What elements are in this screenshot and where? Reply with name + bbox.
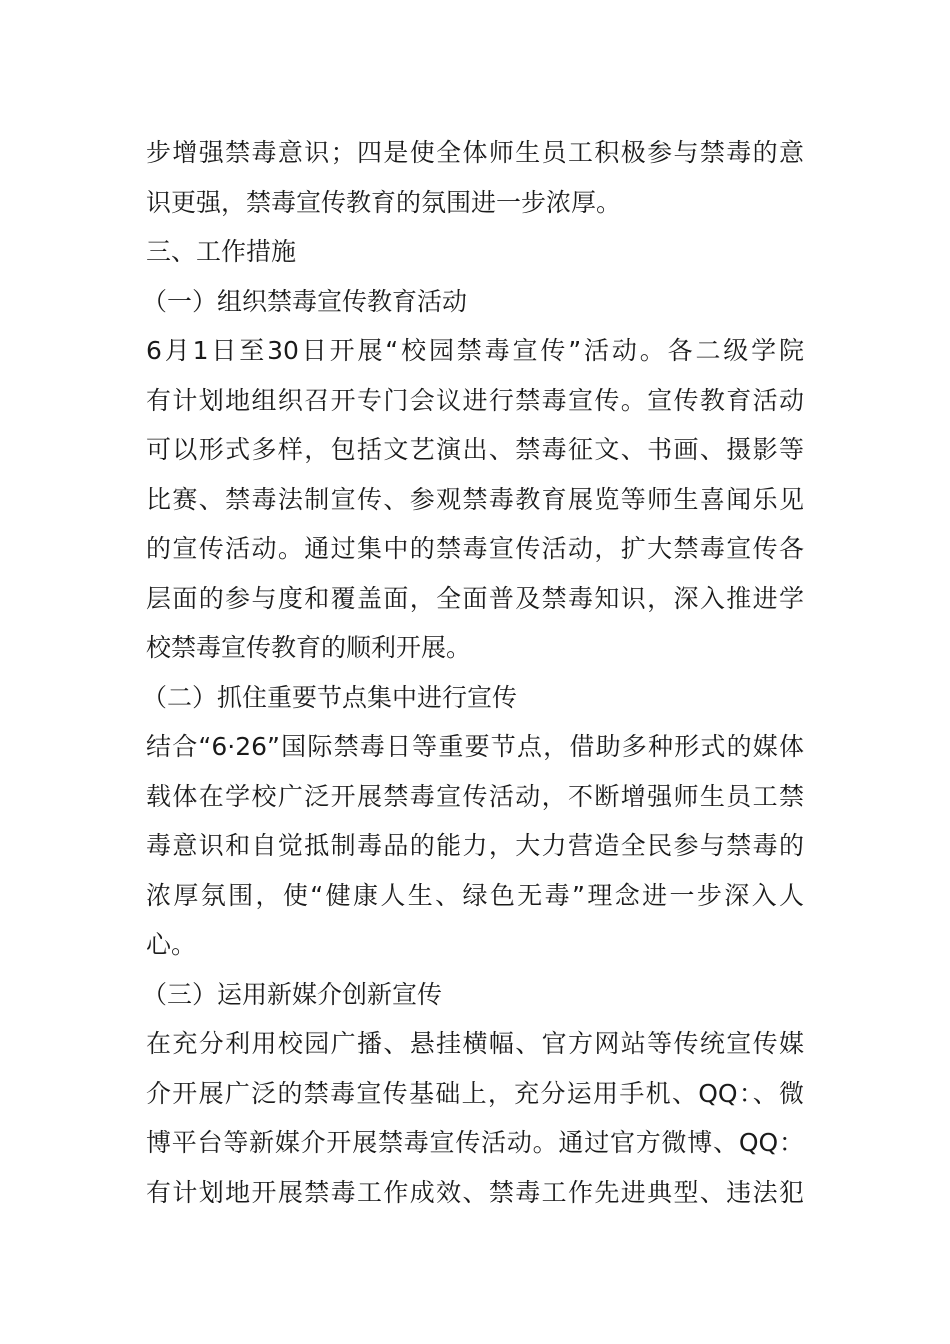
body-line-5: 6月1日至30日开展“校园禁毒宣传”活动。各二级学院: [146, 336, 804, 365]
body-line-11: 校禁毒宣传教育的顺利开展。: [146, 633, 472, 662]
section-heading: 三、工作措施: [146, 237, 297, 266]
body-line-9: 的宣传活动。通过集中的禁毒宣传活动，扩大禁毒宣传各: [146, 534, 804, 563]
body-line-21: 博平台等新媒介开展禁毒宣传活动。通过官方微博、QQ：: [146, 1128, 804, 1157]
subsection-heading-3: （三）运用新媒介创新宣传: [142, 980, 443, 1009]
body-line-2: 识更强，禁毒宣传教育的氛围进一步浓厚。: [146, 188, 622, 217]
body-line-14: 载体在学校广泛开展禁毒宣传活动，不断增强师生员工禁: [146, 782, 804, 811]
subsection-heading-2: （二）抓住重要节点集中进行宣传: [142, 683, 518, 712]
body-line-8: 比赛、禁毒法制宣传、参观禁毒教育展览等师生喜闻乐见: [146, 485, 804, 514]
subsection-heading-1: （一）组织禁毒宣传教育活动: [142, 287, 468, 316]
body-line-22: 有计划地开展禁毒工作成效、禁毒工作先进典型、违法犯: [146, 1178, 804, 1207]
body-line-6: 有计划地组织召开专门会议进行禁毒宣传。宣传教育活动: [146, 386, 804, 415]
body-line-1: 步增强禁毒意识；四是使全体师生员工积极参与禁毒的意: [146, 138, 804, 167]
body-line-19: 在充分利用校园广播、悬挂横幅、官方网站等传统宣传媒: [146, 1029, 804, 1058]
body-line-17: 心。: [146, 930, 197, 959]
body-line-15: 毒意识和自觉抵制毒品的能力，大力营造全民参与禁毒的: [146, 831, 804, 860]
body-line-7: 可以形式多样，包括文艺演出、禁毒征文、书画、摄影等: [146, 435, 804, 464]
body-line-20: 介开展广泛的禁毒宣传基础上，充分运用手机、QQ：、微: [146, 1079, 804, 1108]
body-line-16: 浓厚氛围，使“健康人生、绿色无毒”理念进一步深入人: [146, 881, 804, 910]
body-line-10: 层面的参与度和覆盖面，全面普及禁毒知识，深入推进学: [146, 584, 804, 613]
body-line-13: 结合“6·26”国际禁毒日等重要节点，借助多种形式的媒体: [146, 732, 804, 761]
